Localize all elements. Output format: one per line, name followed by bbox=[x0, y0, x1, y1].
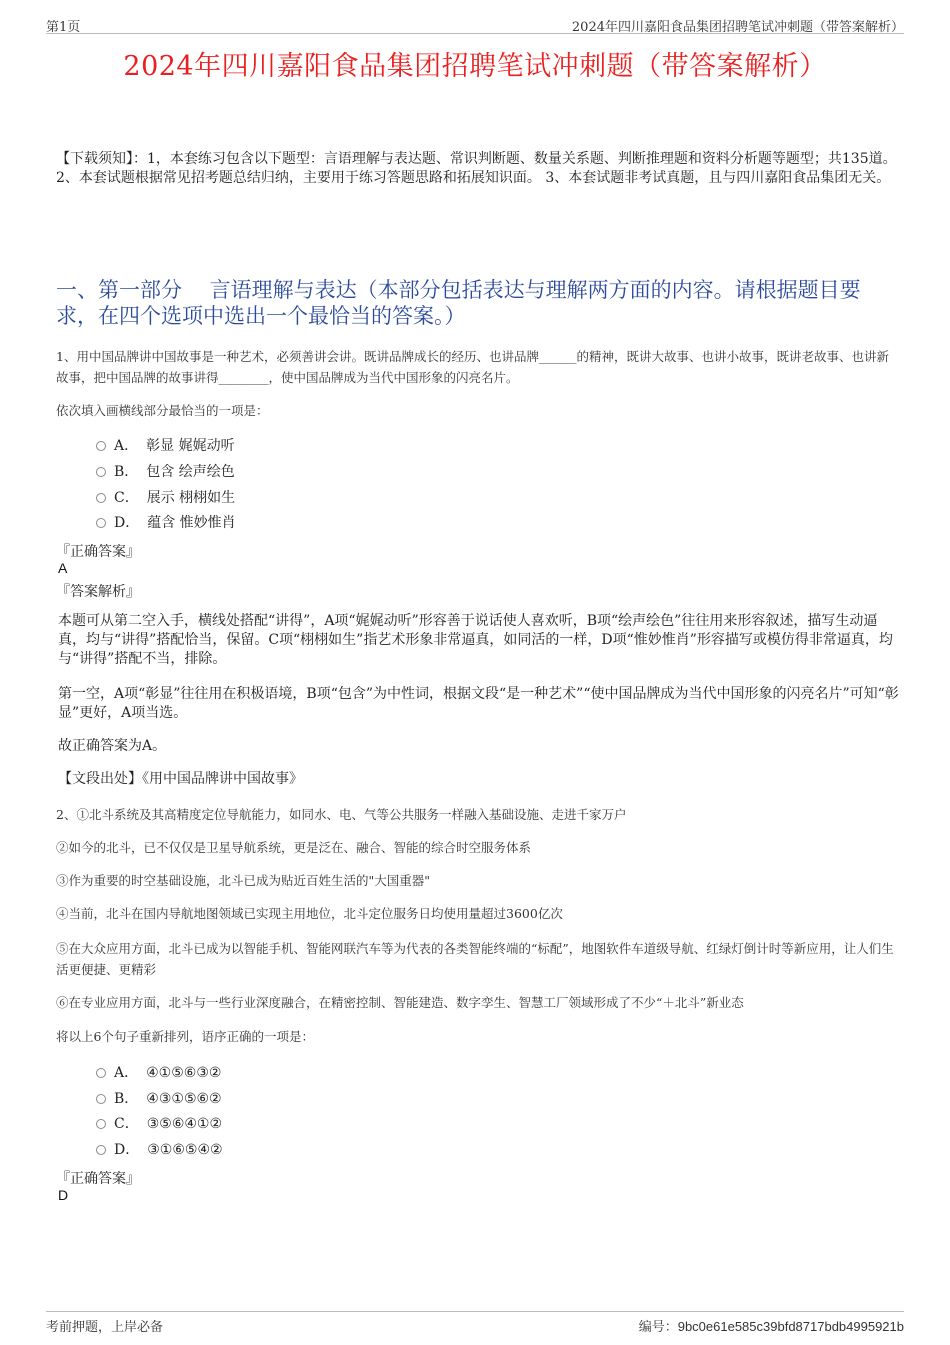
q2-sentence-6: ⑥在专业应用方面，北斗与一些行业深度融合，在精密控制、智能建造、数字孪生、智慧工厂领域形成了不少“＋北斗”新业态 bbox=[56, 995, 744, 1010]
radio-icon[interactable] bbox=[96, 1094, 106, 1104]
q1-prompt: 依次填入画横线部分最恰当的一项是： bbox=[56, 403, 269, 418]
radio-icon[interactable] bbox=[96, 493, 106, 503]
page-footer bbox=[46, 1311, 904, 1337]
q1-analysis-paragraph-1: 本题可从第二空入手，横线处搭配“讲得”，A项“娓娓动听”形容善于说话使人喜欢听，B项“绘声绘色”往往用来形容叙述，描写生动逼真，均与“讲得”搭配恰当，保留。C项“栩栩如生”指艺术形象非常逼真，如同活的一样，D项“惟妙惟肖”形容描写或模仿得非常逼真，均与“讲得”搭配不当，排除。 bbox=[58, 613, 893, 667]
q2-sentence-3: ③作为重要的时空基础设施，北斗已成为贴近百姓生活的"大国重器" bbox=[56, 873, 431, 888]
q1-stem: 1、用中国品牌讲中国故事是一种艺术，必须善讲会讲。既讲品牌成长的经历、也讲品牌______的精神，既讲大故事、也讲小故事，既讲老故事、也讲新故事，把中国品牌的故事讲得________，使中国品牌成为当代中国形象的闪亮名片。 bbox=[56, 349, 889, 385]
radio-icon[interactable] bbox=[96, 518, 106, 528]
page-header bbox=[46, 14, 904, 34]
q2-answer: D bbox=[58, 1187, 69, 1203]
q2-option-a[interactable]: A． ④①⑤⑥③② bbox=[96, 1062, 221, 1084]
q1-answer-label: 『正确答案』 bbox=[56, 544, 140, 560]
q2-answer-label: 『正确答案』 bbox=[56, 1171, 140, 1187]
radio-icon[interactable] bbox=[96, 1119, 106, 1129]
q1-option-a[interactable]: A． 彰显 娓娓动听 bbox=[96, 435, 235, 457]
download-notice: 【下载须知】：1，本套练习包含以下题型：言语理解与表达题、常识判断题、数量关系题、判断推理题和资料分析题等题型；共135道。 2、本套试题根据常见招考题总结归纳，主要用于练习答题思路和拓展知识面。 3、本套试题非考试真题，且与四川嘉阳食品集团无关。 bbox=[56, 151, 897, 186]
q1-analysis-paragraph-2: 第一空，A项“彰显”往往用在积极语境，B项“包含”为中性词，根据文段“是一种艺术”“使中国品牌成为当代中国形象的闪亮名片”可知“彰显”更好，A项当选。 bbox=[58, 686, 899, 721]
q1-analysis-label: 『答案解析』 bbox=[56, 584, 140, 600]
document-title: 2024年四川嘉阳食品集团招聘笔试冲刺题（带答案解析） bbox=[123, 51, 827, 82]
q1-option-d[interactable]: D． 蕴含 惟妙惟肖 bbox=[96, 512, 236, 534]
header-doc-title: 2024年四川嘉阳食品集团招聘笔试冲刺题（带答案解析） bbox=[571, 20, 904, 35]
radio-icon[interactable] bbox=[96, 467, 106, 477]
q1-option-c[interactable]: C． 展示 栩栩如生 bbox=[96, 487, 235, 509]
radio-icon[interactable] bbox=[96, 1068, 106, 1078]
footer-slogan: 考前押题，上岸必备 bbox=[46, 1320, 164, 1335]
radio-icon[interactable] bbox=[96, 1145, 106, 1155]
q1-answer: A bbox=[58, 560, 68, 576]
q2-prompt: 将以上6个句子重新排列，语序正确的一项是： bbox=[56, 1029, 314, 1044]
page-number: 第1页 bbox=[46, 20, 81, 35]
q2-sentence-2: ②如今的北斗，已不仅仅是卫星导航系统，更是泛在、融合、智能的综合时空服务体系 bbox=[56, 840, 532, 855]
q2-option-c[interactable]: C． ③⑤⑥④①② bbox=[96, 1113, 222, 1135]
q2-option-d[interactable]: D． ③①⑥⑤④② bbox=[96, 1139, 223, 1161]
section-title: 一、第一部分 言语理解与表达（本部分包括表达与理解两方面的内容。请根据题目要求，在四个选项中选出一个最恰当的答案。） bbox=[56, 278, 861, 328]
q2-sentence-4: ④当前，北斗在国内导航地图领域已实现主用地位，北斗定位服务日均使用量超过3600亿次 bbox=[56, 906, 563, 921]
q2-option-b[interactable]: B． ④③①⑤⑥② bbox=[96, 1088, 222, 1110]
q2-sentence-5: ⑤在大众应用方面，北斗已成为以智能手机、智能网联汽车等为代表的各类智能终端的“标配”，地图软件车道级导航、红绿灯倒计时等新应用，让人们生活更便捷、更精彩 bbox=[56, 941, 894, 977]
radio-icon[interactable] bbox=[96, 441, 106, 451]
q1-conclusion: 故正确答案为A。 bbox=[58, 738, 167, 754]
q1-option-b[interactable]: B． 包含 绘声绘色 bbox=[96, 461, 235, 483]
q1-source: 【文段出处】《用中国品牌讲中国故事》 bbox=[58, 771, 303, 787]
q2-sentence-1: 2、①北斗系统及其高精度定位导航能力，如同水、电、气等公共服务一样融入基础设施、走进千家万户 bbox=[56, 807, 627, 822]
footer-code: 编号：9bc0e61e585c39bfd8717bdb4995921b bbox=[638, 1319, 904, 1335]
